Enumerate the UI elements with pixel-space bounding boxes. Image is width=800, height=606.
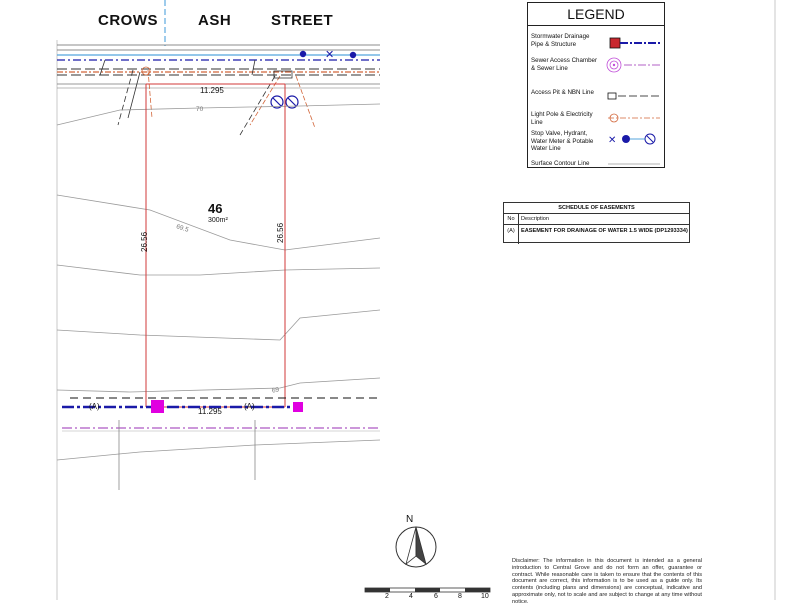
drainage-pit-icon [151, 400, 164, 413]
svg-text:✕: ✕ [325, 48, 335, 61]
legend-item-light-pole: Light Pole & Electricity Line [531, 111, 593, 126]
street-name-part2: ASH [198, 12, 232, 29]
easement-row-description: EASEMENT FOR DRAINAGE OF WATER 1.5 WIDE (DP1293334) [521, 228, 688, 234]
scale-tick-label: 8 [458, 593, 462, 600]
table-row [504, 225, 689, 244]
frontage-dimension-top: 11.295 [200, 86, 224, 95]
legend-title: LEGEND [528, 3, 664, 26]
legend-item-water: Stop Valve, Hydrant, Water Meter & Potable Water Line [531, 130, 594, 152]
lot-area: 300m² [208, 217, 228, 224]
easement-col-description: Description [521, 216, 549, 222]
easement-marker: (A) [244, 402, 255, 411]
legend-panel [527, 2, 665, 168]
easement-table-header [504, 214, 689, 225]
easement-row-no: (A) [504, 225, 519, 244]
light-pole-symbol-icon [606, 109, 662, 129]
street-name-part1: CROWS [98, 12, 158, 29]
contour-label-70: 70 [196, 106, 204, 113]
contour-line-symbol-icon [606, 154, 662, 174]
scale-tick-label: 2 [385, 593, 389, 600]
contour-label-69: 69 [271, 386, 280, 395]
scale-tick-label: 4 [409, 593, 413, 600]
easement-marker: (A) [89, 402, 100, 411]
access-pit-symbol-icon [606, 87, 662, 107]
side-dimension-right: 26.56 [276, 222, 285, 243]
street-name-part3: STREET [271, 12, 334, 29]
scale-tick-label: 10 [481, 593, 489, 600]
frontage-dimension-bottom: 11.295 [198, 407, 222, 416]
svg-text:✕: ✕ [608, 135, 617, 146]
contour-label-69-5: 69.5 [175, 223, 190, 234]
lot-boundary [146, 84, 285, 407]
easement-col-no: No [504, 214, 519, 224]
north-label: N [406, 514, 414, 525]
sewer-access-symbol-icon [606, 55, 662, 75]
lot-number: 46 [208, 201, 223, 216]
legend-item-sewer: Sewer Access Chamber & Sewer Line [531, 57, 598, 72]
schedule-of-easements-table [503, 202, 690, 243]
legend-item-contour: Surface Contour Line [531, 160, 590, 167]
light-pole-icon [142, 67, 150, 75]
stormwater-drainage-symbol-icon [606, 35, 662, 55]
side-dimension-left: 26.56 [140, 231, 149, 252]
scale-bar [365, 588, 490, 592]
legend-item-stormwater: Stormwater Drainage Pipe & Structure [531, 33, 590, 48]
disclaimer-text: Disclaimer: The information in this document is intended as a general introduction to Central Grove and do not form an offer, guarantee or contract. While reasonable care is taken to ensure that the contents of this document are correct, this information is to be used as a guide only. Its contents (including plans and dimensions) are conceptual, indicative and approximate only, not to scale and are subject to change at any time without notice. [512, 558, 702, 605]
north-arrow-icon [396, 527, 436, 567]
legend-item-access-pit: Access Pit & NBN Line [531, 89, 594, 96]
drainage-pit-icon [293, 402, 303, 412]
scale-tick-label: 6 [434, 593, 438, 600]
water-services-symbol-icon [606, 130, 662, 150]
easement-table-title: SCHEDULE OF EASEMENTS [504, 203, 689, 214]
